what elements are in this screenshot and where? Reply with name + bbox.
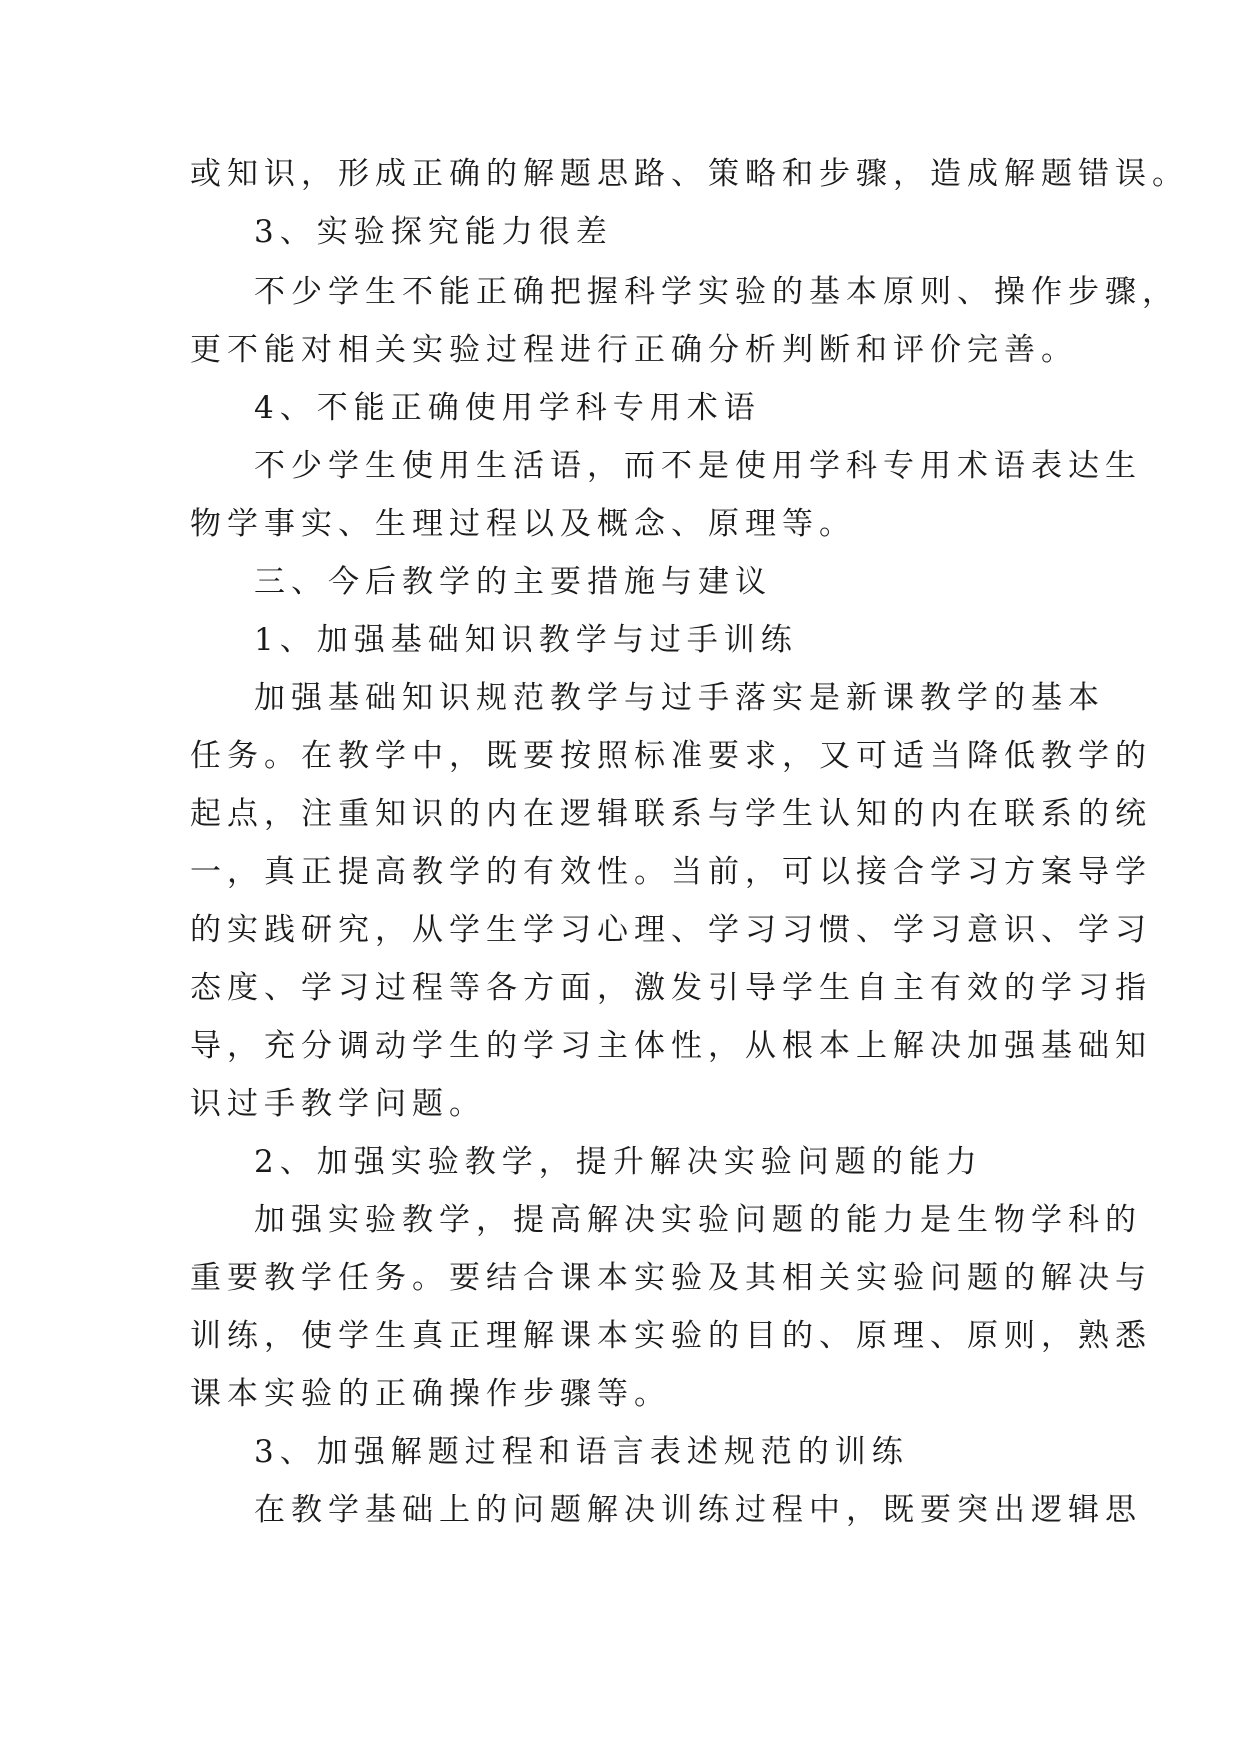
text-line: 训练，使学生真正理解课本实验的目的、原理、原则，熟悉 [190,1318,1152,1354]
section-heading: 3、加强解题过程和语言表述规范的训练 [254,1434,909,1470]
section-heading: 1、加强基础知识教学与过手训练 [254,622,798,658]
paragraph-line: 在教学基础上的问题解决训练过程中，既要突出逻辑思 [254,1492,1142,1528]
text-line: 导，充分调动学生的学习主体性，从根本上解决加强基础知 [190,1028,1152,1064]
text-line: 起点，注重知识的内在逻辑联系与学生认知的内在联系的统 [190,796,1152,832]
text-line: 课本实验的正确操作步骤等。 [190,1376,671,1412]
section-heading: 4、不能正确使用学科专用术语 [254,390,761,426]
section-heading: 三、今后教学的主要措施与建议 [254,564,772,600]
section-heading: 2、加强实验教学，提升解决实验问题的能力 [254,1144,983,1180]
text-line: 或知识，形成正确的解题思路、策略和步骤，造成解题错误。 [190,156,1189,192]
section-heading: 3、实验探究能力很差 [254,214,613,250]
paragraph-line: 加强实验教学，提高解决实验问题的能力是生物学科的 [254,1202,1142,1238]
text-line: 态度、学习过程等各方面，激发引导学生自主有效的学习指 [190,970,1152,1006]
text-line: 任务。在教学中，既要按照标准要求，又可适当降低教学的 [190,738,1152,774]
text-line: 识过手教学问题。 [190,1086,486,1122]
text-line: 的实践研究，从学生学习心理、学习习惯、学习意识、学习 [190,912,1152,948]
paragraph-line: 不少学生使用生活语，而不是使用学科专用术语表达生 [254,448,1142,484]
text-line: 重要教学任务。要结合课本实验及其相关实验问题的解决与 [190,1260,1152,1296]
text-line: 物学事实、生理过程以及概念、原理等。 [190,506,856,542]
text-line: 一，真正提高教学的有效性。当前，可以接合学习方案导学 [190,854,1152,890]
text-line: 更不能对相关实验过程进行正确分析判断和评价完善。 [190,332,1078,368]
paragraph-line: 加强基础知识规范教学与过手落实是新课教学的基本 [254,680,1105,716]
paragraph-line: 不少学生不能正确把握科学实验的基本原则、操作步骤， [254,274,1179,310]
